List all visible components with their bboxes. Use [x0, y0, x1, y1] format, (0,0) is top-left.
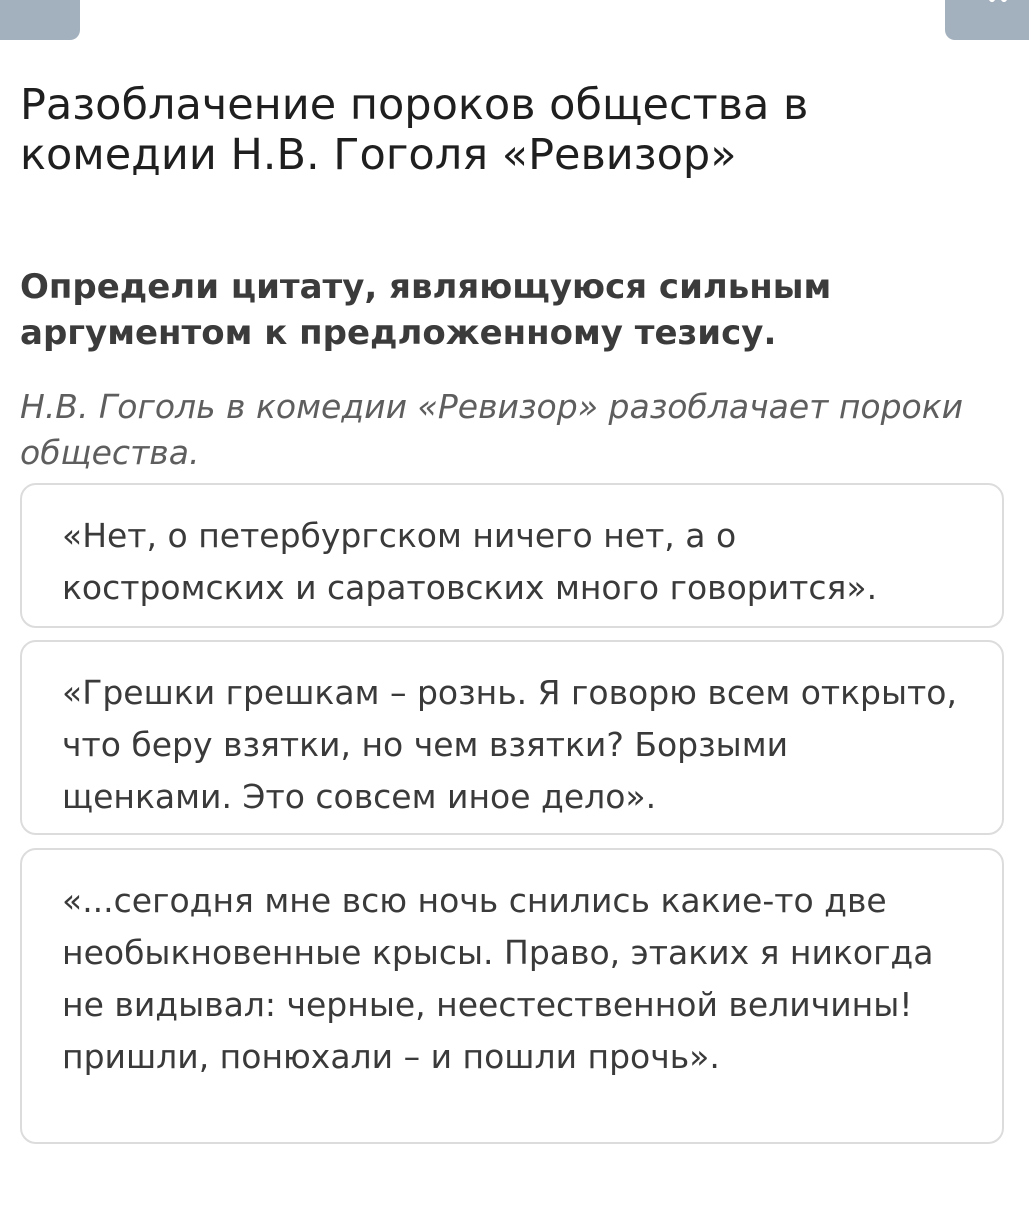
close-button[interactable]	[945, 0, 1029, 40]
task-instruction: Определи цитату, являющуюся сильным аргументом к предложенному тезису.	[20, 267, 832, 353]
answer-option-1[interactable]: «Нет, о петербургском ничего нет, а о костромских и саратовских много говорится».	[20, 483, 1004, 628]
thesis-text: Н.В. Гоголь в комедии «Ревизор» разоблачает пороки общества.	[20, 387, 964, 472]
menu-button[interactable]	[0, 0, 80, 40]
answer-option-3[interactable]: «...сегодня мне всю ночь снились какие-то две необыкновенные крысы. Право, этаких я никогда не видывал: черные, неестественной величины! пришли, понюхали – и пошли прочь».	[20, 848, 1004, 1144]
close-icon	[983, 0, 1013, 2]
page-title: Разоблачение пороков общества в комедии Н.В. Гоголя «Ревизор»	[20, 80, 809, 180]
answer-option-2[interactable]: «Грешки грешкам – рознь. Я говорю всем открыто, что беру взятки, но чем взятки? Борзыми щенками. Это совсем иное дело».	[20, 640, 1004, 835]
